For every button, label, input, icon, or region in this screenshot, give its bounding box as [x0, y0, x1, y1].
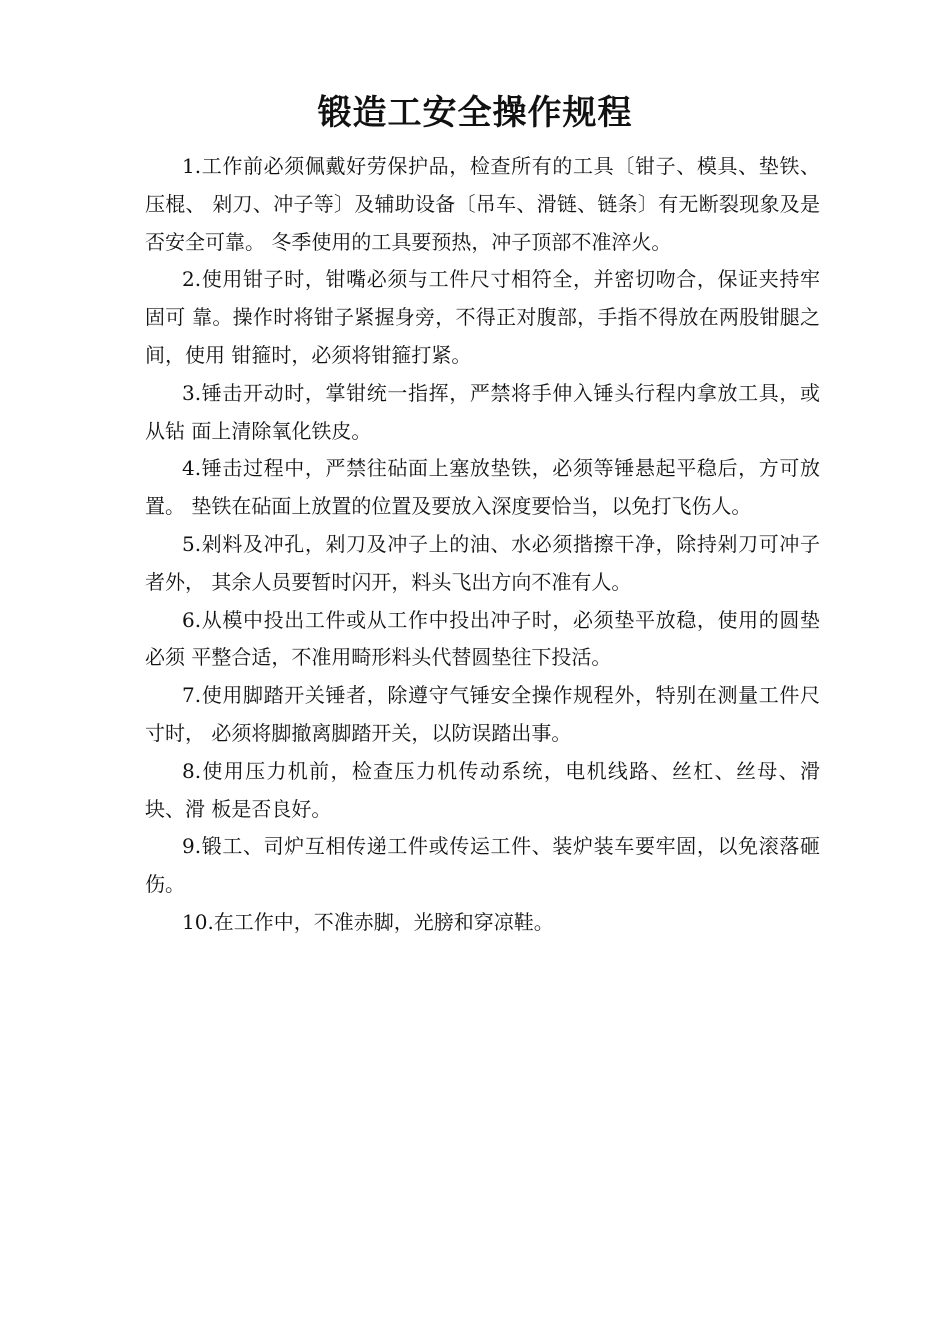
clause-9: 9.锻工、司炉互相传递工件或传运工件、装炉装车要牢固，以免滚落砸伤。 [145, 834, 820, 897]
clause-2: 2.使用钳子时，钳嘴必须与工件尺寸相符全，并密切吻合，保证夹持牢固可 靠。操作时将钳子紧握身旁，不得正对腹部，手指不得放在两股钳腿之间，使用 钳箍时，必须将钳箍打紧。 [145, 267, 820, 367]
clause-10: 10.在工作中，不准赤脚，光膀和穿凉鞋。 [182, 909, 554, 934]
clause-3: 3.锤击开动时，掌钳统一指挥，严禁将手伸入锤头行程内拿放工具，或从钻 面上清除氧化铁皮。 [145, 380, 820, 443]
clause-6: 6.从模中投出工件或从工作中投出冲子时，必须垫平放稳，使用的圆垫必须 平整合适，不准用畸形料头代替圆垫往下投活。 [145, 607, 820, 670]
document-title: 锻造工安全操作规程 [317, 93, 633, 133]
clause-5: 5.剁料及冲孔，剁刀及冲子上的油、水必须揩擦干净，除持剁刀可冲子者外， 其余人员要暂时闪开，料头飞出方向不准有人。 [145, 531, 820, 594]
clause-8: 8.使用压力机前，检查压力机传动系统，电机线路、丝杠、丝母、滑块、滑 板是否良好。 [145, 758, 820, 821]
clause-list [145, 148, 820, 942]
clause-7: 7.使用脚踏开关锤者，除遵守气锤安全操作规程外，特别在测量工件尺寸时， 必须将脚撤离脚踏开关，以防误踏出事。 [145, 683, 820, 745]
clause-4: 4.锤击过程中，严禁往砧面上塞放垫铁，必须等锤悬起平稳后，方可放置。 垫铁在砧面上放置的位置及要放入深度要恰当，以免打飞伤人。 [145, 456, 820, 519]
clause-1: 1.工作前必须佩戴好劳保护品，检查所有的工具〔钳子、模具、垫铁、压棍、 剁刀、冲子等〕及辅助设备〔吊车、滑链、链条〕有无断裂现象及是否安全可靠。 冬季使用的工具要预热，冲子顶部不准淬火。 [145, 154, 820, 254]
